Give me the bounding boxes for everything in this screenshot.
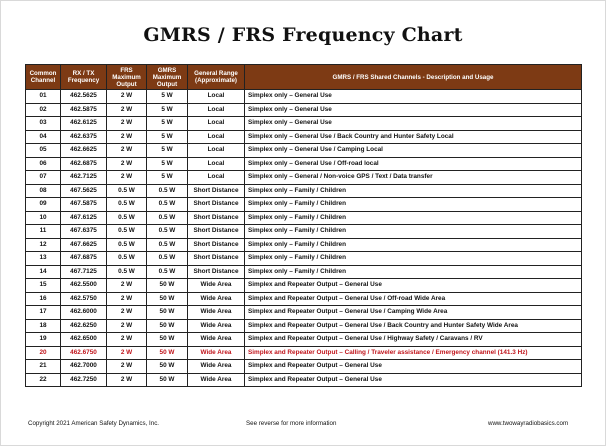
cell-frequency: 462.6250 xyxy=(61,319,107,333)
cell-description: Simplex only – Family / Children xyxy=(245,184,582,198)
header-gmrs-output: GMRS Maximum Output xyxy=(147,65,188,90)
table-row xyxy=(26,184,582,198)
cell-frequency: 462.5875 xyxy=(61,103,107,117)
cell-frequency: 462.7000 xyxy=(61,360,107,374)
cell-gmrs-output: 0.5 W xyxy=(147,211,188,225)
cell-frs-output: 2 W xyxy=(107,360,147,374)
cell-range: Wide Area xyxy=(188,346,245,360)
table-row xyxy=(26,373,582,387)
cell-frs-output: 2 W xyxy=(107,171,147,185)
cell-range: Local xyxy=(188,157,245,171)
cell-frequency: 462.6500 xyxy=(61,333,107,347)
cell-description: Simplex only – Family / Children xyxy=(245,238,582,252)
table-row xyxy=(26,292,582,306)
cell-frequency: 462.5625 xyxy=(61,90,107,104)
cell-frs-output: 2 W xyxy=(107,346,147,360)
table-row xyxy=(26,225,582,239)
table-row xyxy=(26,360,582,374)
cell-range: Wide Area xyxy=(188,292,245,306)
cell-range: Wide Area xyxy=(188,333,245,347)
cell-gmrs-output: 50 W xyxy=(147,333,188,347)
cell-gmrs-output: 5 W xyxy=(147,130,188,144)
table-row xyxy=(26,198,582,212)
cell-frequency: 462.5750 xyxy=(61,292,107,306)
cell-range: Local xyxy=(188,103,245,117)
cell-frequency: 467.6875 xyxy=(61,252,107,266)
cell-channel: 14 xyxy=(26,265,61,279)
cell-frequency: 462.6375 xyxy=(61,130,107,144)
cell-description: Simplex only – General Use xyxy=(245,90,582,104)
header-frequency: RX / TX Frequency xyxy=(61,65,107,90)
cell-range: Wide Area xyxy=(188,306,245,320)
cell-range: Local xyxy=(188,130,245,144)
cell-channel: 09 xyxy=(26,198,61,212)
cell-frs-output: 0.5 W xyxy=(107,252,147,266)
cell-description: Simplex only – General Use / Back Country and Hunter Safety Local xyxy=(245,130,582,144)
cell-gmrs-output: 50 W xyxy=(147,319,188,333)
cell-range: Wide Area xyxy=(188,279,245,293)
cell-channel: 06 xyxy=(26,157,61,171)
cell-range: Short Distance xyxy=(188,211,245,225)
cell-frs-output: 0.5 W xyxy=(107,211,147,225)
cell-frequency: 467.6375 xyxy=(61,225,107,239)
cell-description: Simplex only – General Use xyxy=(245,103,582,117)
table-row xyxy=(26,252,582,266)
table-row xyxy=(26,103,582,117)
table-row xyxy=(26,117,582,131)
cell-channel: 04 xyxy=(26,130,61,144)
cell-frequency: 462.7250 xyxy=(61,373,107,387)
cell-channel: 02 xyxy=(26,103,61,117)
cell-channel: 10 xyxy=(26,211,61,225)
chart-title: GMRS / FRS Frequency Chart xyxy=(143,24,463,46)
cell-frs-output: 2 W xyxy=(107,130,147,144)
header-row xyxy=(26,65,582,90)
cell-gmrs-output: 0.5 W xyxy=(147,238,188,252)
cell-range: Wide Area xyxy=(188,373,245,387)
cell-frequency: 462.6000 xyxy=(61,306,107,320)
cell-description: Simplex and Repeater Output – General Use / Off-road Wide Area xyxy=(245,292,582,306)
cell-channel: 13 xyxy=(26,252,61,266)
cell-description: Simplex only – Family / Children xyxy=(245,225,582,239)
cell-frs-output: 2 W xyxy=(107,306,147,320)
cell-frequency: 467.6125 xyxy=(61,211,107,225)
cell-frs-output: 2 W xyxy=(107,292,147,306)
footer-website: www.twowayradiobasics.com xyxy=(488,420,569,427)
header-description: GMRS / FRS Shared Channels - Description and Usage xyxy=(245,65,582,90)
cell-channel: 12 xyxy=(26,238,61,252)
cell-frs-output: 2 W xyxy=(107,373,147,387)
cell-description: Simplex only – Family / Children xyxy=(245,265,582,279)
cell-channel: 21 xyxy=(26,360,61,374)
footer-note: See reverse for more information xyxy=(246,420,337,427)
cell-range: Short Distance xyxy=(188,265,245,279)
cell-range: Local xyxy=(188,117,245,131)
cell-frs-output: 0.5 W xyxy=(107,184,147,198)
cell-description: Simplex only – Family / Children xyxy=(245,198,582,212)
cell-description: Simplex and Repeater Output – General Use / Highway Safety / Caravans / RV xyxy=(245,333,582,347)
cell-description: Simplex only – Family / Children xyxy=(245,211,582,225)
cell-description: Simplex only – General / Non-voice GPS / Text / Data transfer xyxy=(245,171,582,185)
cell-frs-output: 2 W xyxy=(107,319,147,333)
cell-frs-output: 0.5 W xyxy=(107,225,147,239)
cell-gmrs-output: 5 W xyxy=(147,144,188,158)
cell-channel: 03 xyxy=(26,117,61,131)
cell-frequency: 467.7125 xyxy=(61,265,107,279)
cell-frs-output: 2 W xyxy=(107,90,147,104)
cell-channel: 20 xyxy=(26,346,61,360)
cell-range: Local xyxy=(188,90,245,104)
cell-channel: 18 xyxy=(26,319,61,333)
cell-channel: 15 xyxy=(26,279,61,293)
cell-channel: 01 xyxy=(26,90,61,104)
cell-description: Simplex only – General Use / Camping Local xyxy=(245,144,582,158)
table-row xyxy=(26,346,582,360)
cell-channel: 22 xyxy=(26,373,61,387)
cell-description: Simplex and Repeater Output – General Use / Camping Wide Area xyxy=(245,306,582,320)
table-row xyxy=(26,265,582,279)
cell-frequency: 462.6875 xyxy=(61,157,107,171)
cell-gmrs-output: 0.5 W xyxy=(147,252,188,266)
cell-channel: 05 xyxy=(26,144,61,158)
cell-frs-output: 2 W xyxy=(107,103,147,117)
cell-frs-output: 0.5 W xyxy=(107,265,147,279)
header-channel: Common Channel xyxy=(26,65,61,90)
cell-range: Short Distance xyxy=(188,225,245,239)
cell-frs-output: 2 W xyxy=(107,279,147,293)
cell-range: Wide Area xyxy=(188,319,245,333)
table-row xyxy=(26,306,582,320)
cell-description: Simplex only – General Use xyxy=(245,117,582,131)
cell-frs-output: 2 W xyxy=(107,333,147,347)
table-row xyxy=(26,157,582,171)
table-row xyxy=(26,319,582,333)
cell-channel: 17 xyxy=(26,306,61,320)
cell-description: Simplex and Repeater Output – General Use xyxy=(245,373,582,387)
frequency-table xyxy=(25,64,582,387)
table-row xyxy=(26,238,582,252)
cell-description: Simplex only – General Use / Off-road local xyxy=(245,157,582,171)
cell-description: Simplex and Repeater Output – General Use xyxy=(245,360,582,374)
cell-frs-output: 0.5 W xyxy=(107,198,147,212)
cell-description: Simplex and Repeater Output – General Use xyxy=(245,279,582,293)
cell-gmrs-output: 5 W xyxy=(147,171,188,185)
cell-gmrs-output: 0.5 W xyxy=(147,225,188,239)
table-row xyxy=(26,130,582,144)
header-frs-output: FRS Maximum Output xyxy=(107,65,147,90)
table-row xyxy=(26,333,582,347)
table-row xyxy=(26,171,582,185)
cell-range: Local xyxy=(188,144,245,158)
cell-gmrs-output: 50 W xyxy=(147,373,188,387)
cell-frequency: 462.7125 xyxy=(61,171,107,185)
table-row xyxy=(26,279,582,293)
cell-gmrs-output: 5 W xyxy=(147,90,188,104)
cell-frs-output: 2 W xyxy=(107,144,147,158)
cell-frequency: 467.6625 xyxy=(61,238,107,252)
cell-gmrs-output: 50 W xyxy=(147,360,188,374)
cell-gmrs-output: 50 W xyxy=(147,292,188,306)
cell-frequency: 467.5625 xyxy=(61,184,107,198)
cell-gmrs-output: 5 W xyxy=(147,103,188,117)
cell-channel: 11 xyxy=(26,225,61,239)
cell-frs-output: 2 W xyxy=(107,157,147,171)
table-row xyxy=(26,144,582,158)
cell-description: Simplex only – Family / Children xyxy=(245,252,582,266)
cell-gmrs-output: 0.5 W xyxy=(147,265,188,279)
cell-gmrs-output: 50 W xyxy=(147,279,188,293)
cell-channel: 07 xyxy=(26,171,61,185)
cell-gmrs-output: 0.5 W xyxy=(147,198,188,212)
cell-frequency: 462.6750 xyxy=(61,346,107,360)
cell-frs-output: 2 W xyxy=(107,117,147,131)
cell-range: Local xyxy=(188,171,245,185)
cell-frequency: 462.6625 xyxy=(61,144,107,158)
cell-gmrs-output: 0.5 W xyxy=(147,184,188,198)
cell-gmrs-output: 5 W xyxy=(147,117,188,131)
cell-frequency: 467.5875 xyxy=(61,198,107,212)
cell-channel: 19 xyxy=(26,333,61,347)
header-range: General Range (Approximate) xyxy=(188,65,245,90)
footer-copyright: Copyright 2021 American Safety Dynamics, Inc. xyxy=(28,420,160,427)
cell-range: Short Distance xyxy=(188,252,245,266)
cell-gmrs-output: 50 W xyxy=(147,306,188,320)
table-row xyxy=(26,211,582,225)
cell-frequency: 462.6125 xyxy=(61,117,107,131)
cell-frs-output: 0.5 W xyxy=(107,238,147,252)
cell-range: Wide Area xyxy=(188,360,245,374)
table-row xyxy=(26,90,582,104)
cell-range: Short Distance xyxy=(188,238,245,252)
cell-gmrs-output: 50 W xyxy=(147,346,188,360)
cell-range: Short Distance xyxy=(188,184,245,198)
cell-channel: 16 xyxy=(26,292,61,306)
cell-gmrs-output: 5 W xyxy=(147,157,188,171)
cell-range: Short Distance xyxy=(188,198,245,212)
cell-description: Simplex and Repeater Output – General Use / Back Country and Hunter Safety Wide Area xyxy=(245,319,582,333)
cell-description: Simplex and Repeater Output – Calling / Traveler assistance / Emergency channel (141.3 Hz) xyxy=(245,346,582,360)
cell-frequency: 462.5500 xyxy=(61,279,107,293)
cell-channel: 08 xyxy=(26,184,61,198)
